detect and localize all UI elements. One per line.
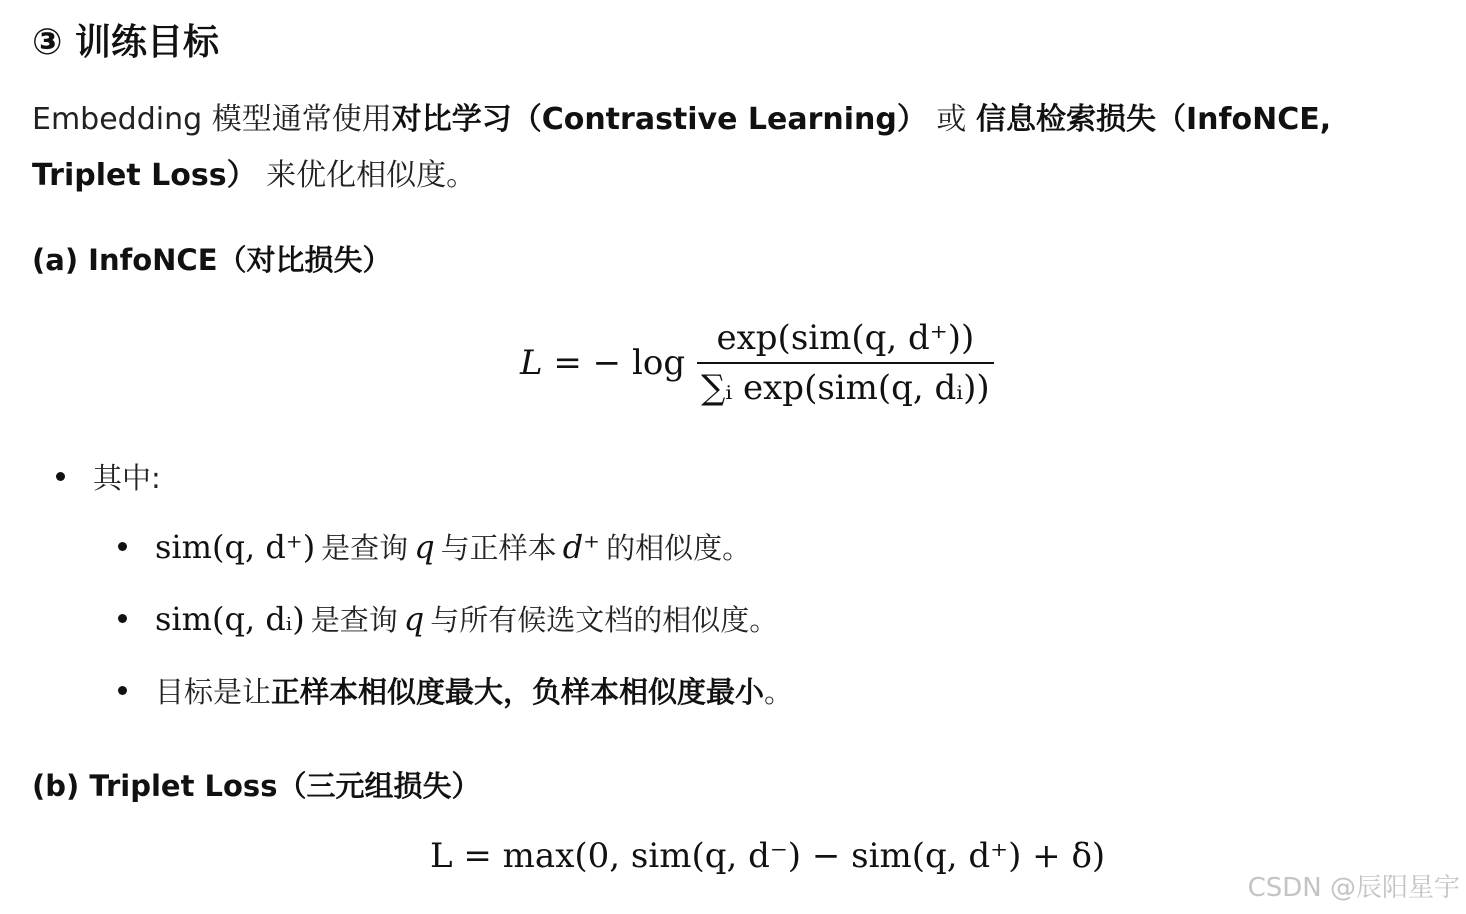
positive-doc-symbol: d⁺ — [562, 527, 601, 566]
intro-text-2: 或 — [926, 102, 976, 137]
bullet-text: 。 — [764, 675, 794, 709]
bullet-text: 与正样本 — [440, 531, 557, 565]
formula-denominator: ∑ᵢ exp(sim(q, dᵢ)) — [697, 362, 994, 408]
bullet-dot — [56, 472, 65, 481]
infonce-formula — [520, 308, 994, 418]
intro-bold-1: 对比学习（Contrastive Learning） — [391, 102, 927, 137]
sub-bullet-positive — [118, 526, 751, 567]
where-label: 其中: — [93, 461, 161, 495]
formula-lhs: L — [520, 343, 543, 383]
sim-positive-math: sim(q, d⁺) — [155, 527, 316, 566]
intro-paragraph — [32, 92, 1432, 204]
bullet-text: 是查询 — [310, 603, 398, 637]
bullet-text: 是查询 — [321, 531, 409, 565]
bullet-dot — [118, 686, 127, 695]
formula-eq-log: = − log — [542, 343, 686, 383]
bullet-text: 与所有候选文档的相似度。 — [430, 603, 779, 637]
bullet-text: 目标是让 — [155, 675, 272, 709]
goal-bold: 正样本相似度最大，负样本相似度最小 — [271, 675, 765, 709]
query-symbol: q — [403, 599, 425, 638]
intro-bold-2: 信息检索损失（InfoNCE, Triplet Loss） — [32, 102, 1332, 193]
bullet-dot — [118, 542, 127, 551]
triplet-title: (b) Triplet Loss（三元组损失） — [32, 769, 481, 803]
sub-bullet-goal — [118, 670, 793, 711]
intro-text-3: 来优化相似度。 — [256, 158, 477, 193]
bullet-dot — [118, 614, 127, 623]
bullet-text: 的相似度。 — [606, 531, 752, 565]
infonce-title: (a) InfoNCE（对比损失） — [32, 243, 392, 277]
where-bullet — [56, 456, 161, 497]
sim-candidate-math: sim(q, dᵢ) — [155, 599, 305, 638]
section-heading: ③ 训练目标 — [32, 22, 220, 63]
formula-fraction — [697, 318, 994, 408]
formula-numerator: exp(sim(q, d⁺)) — [716, 318, 975, 358]
intro-text-1: Embedding 模型通常使用 — [32, 102, 392, 137]
sub-bullet-candidates — [118, 598, 778, 639]
triplet-formula: L = max(0, sim(q, d⁻) − sim(q, d⁺) + δ) — [430, 836, 1106, 876]
watermark: CSDN @辰阳星宇 — [1247, 873, 1460, 903]
query-symbol: q — [414, 527, 435, 566]
